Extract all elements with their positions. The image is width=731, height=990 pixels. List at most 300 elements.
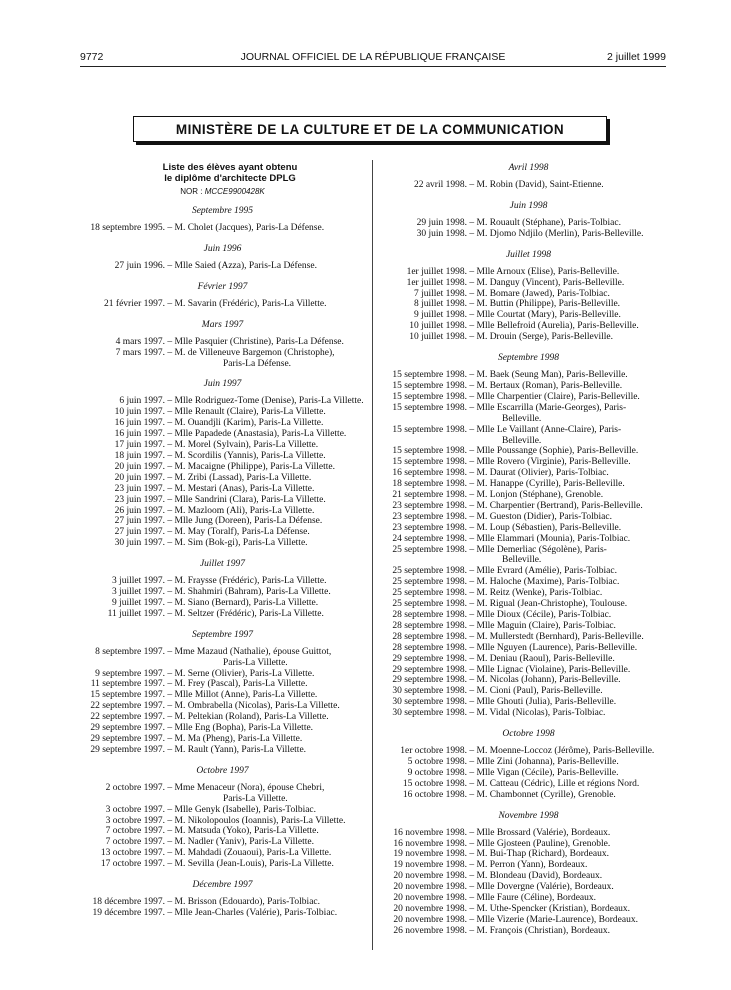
header-rule	[80, 66, 666, 67]
entry-date: 28 septembre 1998.	[392, 610, 467, 620]
entry-date: 27 juin 1997.	[114, 527, 165, 538]
month-section	[80, 320, 365, 370]
month-heading: Juin 1996	[203, 243, 242, 254]
graduate-entry	[80, 723, 365, 734]
month-heading: Novembre 1998	[498, 810, 559, 821]
entry-text: – Mlle Arnoux (Elise), Paris-Belleville.	[469, 266, 620, 277]
entry-date: 25 septembre 1998.	[392, 566, 467, 577]
graduate-entry	[381, 523, 676, 534]
graduate-entry	[381, 299, 676, 310]
entry-text: – Mme Mazaud (Nathalie), épouse Guittot,	[167, 646, 332, 657]
entry-text: – Mlle Brossard (Valérie), Bordeaux.	[469, 827, 611, 838]
entry-date: 27 juin 1996.	[114, 260, 165, 271]
entry-text: – Mme Menaceur (Nora), épouse Chebri,	[167, 782, 325, 793]
entry-date: 23 juin 1997.	[114, 494, 165, 505]
graduate-entry	[80, 805, 365, 816]
graduate-entry	[381, 915, 676, 926]
entry-text: – M. Zribi (Lassad), Paris-La Villette.	[167, 472, 312, 483]
graduate-entry	[381, 768, 676, 779]
entry-date: 25 septembre 1998.	[392, 588, 467, 599]
entry-date: 29 septembre 1998.	[392, 675, 467, 686]
graduate-entry	[381, 545, 676, 567]
entry-text: – M. Hanappe (Cyrille), Paris-Belleville.	[469, 479, 625, 490]
graduate-entry	[80, 897, 365, 908]
entry-date: 15 septembre 1998.	[392, 370, 467, 381]
entry-date: 3 juillet 1997.	[111, 576, 165, 587]
entry-date: 9 septembre 1997.	[95, 668, 165, 679]
entry-date: 15 octobre 1998.	[402, 778, 467, 789]
graduate-entry	[80, 527, 365, 538]
entry-date: 30 septembre 1998.	[392, 697, 467, 708]
entry-text: – M. Buttin (Philippe), Paris-Belleville.	[469, 299, 621, 310]
entry-text: – Mlle Vigan (Cécile), Paris-Belleville.	[469, 767, 619, 778]
month-section	[80, 880, 365, 919]
graduate-entry	[381, 697, 676, 708]
entry-text: – M. Nicolas (Johann), Paris-Belleville.	[469, 675, 621, 686]
entry-date: 28 septembre 1998.	[392, 642, 467, 653]
entry-date: 22 septembre 1997.	[90, 701, 165, 712]
entry-text: – M. May (Toralf), Paris-La Défense.	[167, 527, 310, 538]
entry-date: 18 décembre 1997.	[92, 897, 165, 908]
entry-text: – Mlle Bellefroid (Aurelia), Paris-Belleville.	[469, 321, 639, 332]
graduate-entry	[381, 321, 676, 332]
entry-date: 29 septembre 1997.	[90, 723, 165, 734]
graduate-entry	[80, 576, 365, 587]
graduate-entry	[381, 882, 676, 893]
graduate-entry	[381, 267, 676, 278]
graduate-entry	[80, 647, 365, 669]
right-column	[381, 163, 676, 947]
graduate-entry	[80, 440, 365, 451]
right-section-list	[381, 163, 676, 937]
graduate-entry	[381, 566, 676, 577]
entry-date: 22 septembre 1997.	[90, 712, 165, 723]
graduate-entry	[381, 229, 676, 240]
left-column	[80, 163, 365, 929]
graduate-entry	[381, 893, 676, 904]
entry-date: 15 septembre 1998.	[392, 391, 467, 402]
entry-text: – Mlle Papadede (Anastasia), Paris-La Villette.	[167, 429, 347, 440]
entry-date: 28 septembre 1998.	[392, 631, 467, 642]
entry-text: – M. Lonjon (Stéphane), Grenoble.	[469, 490, 604, 501]
graduate-entry	[381, 425, 676, 447]
entry-text: – Mlle Eng (Bopha), Paris-La Villette.	[167, 723, 314, 734]
entry-text: – Mlle Vizerie (Marie-Laurence), Bordeaux.	[469, 914, 638, 925]
entry-text: – M. Rault (Yann), Paris-La Villette.	[167, 744, 307, 755]
entry-text: – Mlle Escarrilla (Marie-Georges), Paris-	[469, 402, 627, 413]
ministry-title: MINISTÈRE DE LA CULTURE ET DE LA COMMUNICATION	[175, 121, 565, 137]
column-divider	[372, 160, 373, 950]
month-section	[80, 379, 365, 549]
entry-text: – M. Blondeau (David), Bordeaux.	[469, 871, 603, 882]
graduate-entry	[80, 407, 365, 418]
entry-date: 15 septembre 1998.	[392, 424, 467, 435]
entry-text: – M. Deniau (Raoul), Paris-Belleville.	[469, 653, 615, 664]
graduate-entry	[80, 223, 365, 234]
entry-date: 10 juillet 1998.	[409, 321, 467, 332]
entry-text: – M. Savarin (Frédéric), Paris-La Villette.	[167, 298, 327, 309]
entry-date: 8 juillet 1998.	[413, 299, 467, 310]
graduate-entry	[80, 679, 365, 690]
entry-date: 19 décembre 1997.	[92, 907, 165, 918]
entry-date: 3 octobre 1997.	[105, 815, 165, 826]
month-heading: Avril 1998	[508, 163, 549, 173]
graduate-entry	[381, 479, 676, 490]
entry-date: 29 septembre 1998.	[392, 653, 467, 664]
document-title-line-1: Liste des élèves ayant obtenu	[162, 162, 298, 173]
entry-text: – M. Robin (David), Saint-Etienne.	[469, 180, 604, 190]
entry-date: 18 juin 1997.	[114, 450, 165, 461]
page-number: 9772	[80, 51, 104, 63]
graduate-entry	[381, 278, 676, 289]
month-section	[80, 630, 365, 756]
entry-date: 10 juin 1997.	[114, 407, 165, 418]
graduate-entry	[381, 621, 676, 632]
graduate-entry	[381, 332, 676, 343]
entry-text: – M. Brisson (Edouardo), Paris-Tolbiac.	[167, 897, 321, 908]
entry-text: – M. Peltekian (Roland), Paris-La Villette.	[167, 712, 329, 723]
entry-date: 30 juin 1998.	[416, 228, 467, 239]
entry-date: 20 juin 1997.	[114, 472, 165, 483]
entry-date: 24 septembre 1998.	[392, 533, 467, 544]
entry-text: – M. Djomo Ndjilo (Merlin), Paris-Belleville.	[469, 228, 644, 239]
graduate-entry	[80, 908, 365, 919]
month-section	[381, 201, 676, 240]
graduate-entry	[80, 598, 365, 609]
graduate-entry	[381, 403, 676, 425]
entry-text: – M. Chambonnet (Cyrille), Grenoble.	[469, 789, 616, 800]
month-section	[80, 766, 365, 870]
entry-date: 16 juin 1997.	[114, 429, 165, 440]
document-title-line-2: le diplôme d'architecte DPLG	[164, 172, 296, 184]
entry-text: – Mlle Zini (Johanna), Paris-Belleville.	[469, 756, 619, 767]
entry-date: 20 novembre 1998.	[393, 903, 467, 914]
graduate-entry	[80, 429, 365, 440]
entry-text: – Mlle Demerliac (Ségolène), Paris-	[469, 544, 607, 555]
month-section	[80, 282, 365, 310]
entry-date: 1er juillet 1998.	[406, 266, 467, 277]
entry-date: 29 septembre 1998.	[392, 664, 467, 675]
entry-date: 30 juin 1997.	[114, 538, 165, 549]
graduate-entry	[80, 701, 365, 712]
entry-text: – Mlle Faure (Céline), Bordeaux.	[469, 893, 597, 904]
month-section	[381, 250, 676, 343]
graduate-entry	[80, 859, 365, 870]
entry-text: – Mlle Maguin (Claire), Paris-Tolbiac.	[469, 620, 616, 631]
month-section	[381, 811, 676, 937]
entry-text: – M. Scordilis (Yannis), Paris-La Villette.	[167, 450, 326, 461]
entry-date: 7 octobre 1997.	[105, 826, 165, 837]
month-heading: Février 1997	[197, 281, 248, 292]
graduate-entry	[381, 501, 676, 512]
graduate-entry	[381, 370, 676, 381]
entry-text: – M. Loup (Sébastien), Paris-Belleville.	[469, 522, 622, 533]
entry-text: – M. de Villeneuve Bargemon (Christophe),	[167, 347, 335, 358]
entry-date: 23 septembre 1998.	[392, 500, 467, 511]
entry-date: 28 septembre 1998.	[392, 620, 467, 631]
entry-date: 7 juillet 1998.	[413, 288, 467, 299]
graduate-entry	[381, 643, 676, 654]
entry-date: 17 juin 1997.	[114, 440, 165, 451]
entry-date: 23 septembre 1998.	[392, 522, 467, 533]
graduate-entry	[381, 610, 676, 621]
entry-text: – M. Reitz (Wenke), Paris-Tolbiac.	[469, 588, 603, 599]
entry-text: – M. Ouandjli (Karim), Paris-La Villette.	[167, 418, 324, 429]
graduate-entry	[381, 746, 676, 757]
ministry-heading	[133, 116, 607, 142]
graduate-entry	[381, 708, 676, 719]
entry-date: 9 juillet 1998.	[413, 310, 467, 321]
entry-text: – M. Morel (Sylvain), Paris-La Villette.	[167, 440, 319, 451]
left-section-list	[80, 206, 365, 919]
entry-text: – Mlle Saied (Azza), Paris-La Défense.	[167, 260, 317, 271]
entry-text: – Mlle Courtat (Mary), Paris-Belleville.	[469, 310, 621, 321]
entry-date: 8 septembre 1997.	[95, 646, 165, 657]
entry-date: 20 novembre 1998.	[393, 893, 467, 904]
graduate-entry	[80, 669, 365, 680]
entry-date: 23 septembre 1998.	[392, 511, 467, 522]
graduate-entry	[80, 848, 365, 859]
entry-text: – M. Cholet (Jacques), Paris-La Défense.	[167, 223, 325, 233]
graduate-entry	[80, 712, 365, 723]
entry-continuation: Belleville.	[502, 555, 542, 566]
entry-date: 11 septembre 1997.	[90, 679, 165, 690]
month-heading: Décembre 1997	[192, 880, 253, 891]
graduate-entry	[381, 654, 676, 665]
entry-date: 15 septembre 1998.	[392, 457, 467, 468]
graduate-entry	[80, 462, 365, 473]
graduate-entry	[381, 632, 676, 643]
entry-text: – M. Frey (Pascal), Paris-La Villette.	[167, 679, 308, 690]
graduate-entry	[80, 837, 365, 848]
graduate-entry	[381, 790, 676, 801]
month-heading: Septembre 1998	[497, 353, 560, 364]
entry-date: 19 novembre 1998.	[393, 860, 467, 871]
entry-date: 22 avril 1998.	[413, 180, 467, 190]
month-section	[381, 163, 676, 191]
entry-text: – M. Bui-Thap (Richard), Bordeaux.	[469, 849, 609, 860]
entry-text: – M. Macaigne (Philippe), Paris-La Villette.	[167, 461, 335, 472]
graduate-entry	[381, 599, 676, 610]
graduate-entry	[381, 849, 676, 860]
entry-date: 16 juin 1997.	[114, 418, 165, 429]
entry-continuation: Paris-La Villette.	[223, 793, 288, 804]
document-title	[135, 163, 325, 184]
entry-continuation: Paris-La Défense.	[223, 358, 292, 369]
entry-date: 16 novembre 1998.	[393, 827, 467, 838]
graduate-entry	[80, 516, 365, 527]
graduate-entry	[80, 690, 365, 701]
page-header	[80, 48, 666, 66]
graduate-entry	[80, 587, 365, 598]
graduate-entry	[381, 839, 676, 850]
graduate-entry	[381, 577, 676, 588]
entry-date: 10 juillet 1998.	[409, 332, 467, 343]
entry-date: 17 octobre 1997.	[100, 859, 165, 870]
graduate-entry	[381, 828, 676, 839]
entry-text: – M. Bomare (Jawed), Paris-Tolbiac.	[469, 288, 610, 299]
entry-text: – M. Sevilla (Jean-Louis), Paris-La Villette.	[167, 859, 334, 870]
entry-text: – M. Rigual (Jean-Christophe), Toulouse.	[469, 599, 628, 610]
entry-date: 13 octobre 1997.	[100, 848, 165, 859]
graduate-entry	[381, 218, 676, 229]
entry-continuation: Belleville.	[502, 413, 542, 424]
graduate-entry	[80, 473, 365, 484]
graduate-entry	[381, 926, 676, 937]
nor-label: NOR :	[180, 187, 203, 196]
entry-text: – Mlle Dovergne (Valérie), Bordeaux.	[469, 882, 614, 893]
entry-date: 11 juillet 1997.	[107, 608, 165, 619]
entry-text: – M. Mahdadi (Zouaoui), Paris-La Villette.	[167, 848, 332, 859]
graduate-entry	[80, 506, 365, 517]
graduate-entry	[80, 826, 365, 837]
entry-date: 16 octobre 1998.	[402, 789, 467, 800]
entry-text: – Mlle Elammari (Mounia), Paris-Tolbiac.	[469, 533, 631, 544]
graduate-entry	[381, 180, 676, 191]
entry-date: 6 juin 1997.	[119, 396, 165, 407]
entry-text: – M. Drouin (Serge), Paris-Belleville.	[469, 332, 613, 343]
entry-date: 18 septembre 1998.	[392, 479, 467, 490]
entry-date: 20 novembre 1998.	[393, 914, 467, 925]
graduate-entry	[80, 495, 365, 506]
entry-text: – Mlle Rodriguez-Tome (Denise), Paris-La Villette.	[167, 396, 364, 407]
graduate-entry	[381, 757, 676, 768]
month-section	[80, 559, 365, 620]
graduate-entry	[80, 745, 365, 756]
entry-text: – M. Uthe-Spencker (Kristian), Bordeaux.	[469, 903, 631, 914]
graduate-entry	[381, 686, 676, 697]
entry-date: 9 juillet 1997.	[111, 597, 165, 608]
entry-text: – M. Mazloom (Ali), Paris-La Villette.	[167, 505, 315, 516]
graduate-entry	[381, 860, 676, 871]
entry-text: – Mlle Gjosteen (Pauline), Grenoble.	[469, 838, 611, 849]
entry-date: 18 septembre 1995.	[90, 223, 165, 233]
entry-date: 1er octobre 1998.	[400, 746, 467, 757]
entry-date: 20 juin 1997.	[114, 461, 165, 472]
month-heading: Octobre 1997	[196, 765, 249, 776]
entry-date: 4 mars 1997.	[115, 336, 165, 347]
month-heading: Juin 1997	[203, 379, 242, 390]
entry-text: – Mlle Charpentier (Claire), Paris-Belleville.	[469, 391, 640, 402]
graduate-entry	[80, 418, 365, 429]
entry-text: – Mlle Jean-Charles (Valérie), Paris-Tolbiac.	[167, 907, 338, 918]
entry-text: – Mlle Pasquier (Christine), Paris-La Défense.	[167, 336, 344, 347]
entry-text: – M. Daurat (Olivier), Paris-Tolbiac.	[469, 468, 609, 479]
graduate-entry	[381, 904, 676, 915]
entry-date: 21 février 1997.	[104, 298, 165, 309]
entry-text: – M. Shahmiri (Bahram), Paris-La Villette.	[167, 587, 331, 598]
entry-text: – M. Gueston (Didier), Paris-Tolbiac.	[469, 511, 612, 522]
entry-date: 15 septembre 1998.	[392, 380, 467, 391]
month-section	[381, 353, 676, 719]
entry-date: 26 juin 1997.	[114, 505, 165, 516]
graduate-entry	[381, 457, 676, 468]
graduate-entry	[80, 734, 365, 745]
graduate-entry	[80, 816, 365, 827]
entry-date: 20 novembre 1998.	[393, 871, 467, 882]
entry-date: 26 novembre 1998.	[393, 925, 467, 936]
entry-text: – M. Matsuda (Yoko), Paris-La Villette.	[167, 826, 319, 837]
month-heading: Juillet 1997	[199, 559, 246, 570]
entry-text: – M. François (Christian), Bordeaux.	[469, 925, 611, 936]
nor-code: MCCE9900428K	[204, 187, 265, 196]
graduate-entry	[381, 289, 676, 300]
entry-text: – M. Seltzer (Frédéric), Paris-La Villette.	[167, 608, 324, 619]
entry-text: – M. Cioni (Paul), Paris-Belleville.	[469, 686, 603, 697]
issue-date: 2 juillet 1999	[607, 51, 666, 63]
entry-text: – M. Ma (Pheng), Paris-La Villette.	[167, 734, 303, 744]
month-heading: Septembre 1995	[191, 206, 254, 216]
entry-date: 29 septembre 1997.	[90, 734, 165, 744]
entry-text: – Mlle Sandrini (Clara), Paris-La Villette.	[167, 494, 326, 505]
graduate-entry	[381, 490, 676, 501]
graduate-entry	[80, 337, 365, 348]
entry-date: 15 septembre 1998.	[392, 446, 467, 457]
month-heading: Mars 1997	[201, 319, 244, 330]
entry-text: – M. Charpentier (Bertrand), Paris-Belleville.	[469, 500, 643, 511]
entry-continuation: Paris-La Villette.	[223, 657, 288, 668]
graduate-entry	[381, 310, 676, 321]
month-heading: Juillet 1998	[505, 249, 552, 260]
entry-date: 30 septembre 1998.	[392, 686, 467, 697]
entry-text: – M. Nadler (Yaniv), Paris-La Villette.	[167, 837, 314, 848]
month-heading: Octobre 1998	[502, 729, 555, 740]
entry-text: – M. Moenne-Loccoz (Jérôme), Paris-Belleville.	[469, 746, 655, 757]
entry-date: 20 novembre 1998.	[393, 882, 467, 893]
entry-date: 27 juin 1997.	[114, 516, 165, 527]
entry-text: – Mlle Jung (Doreen), Paris-La Défense.	[167, 516, 323, 527]
entry-text: – M. Haloche (Maxime), Paris-Tolbiac.	[469, 577, 620, 588]
entry-date: 29 juin 1998.	[416, 217, 467, 228]
graduate-entry	[381, 871, 676, 882]
entry-text: – M. Fraysse (Frédéric), Paris-La Villette.	[167, 576, 327, 587]
entry-text: – Mlle Millot (Anne), Paris-La Villette.	[167, 690, 318, 701]
graduate-entry	[80, 484, 365, 495]
entry-text: – M. Ombrabella (Nicolas), Paris-La Villette.	[167, 701, 340, 712]
graduate-entry	[381, 675, 676, 686]
entry-text: – M. Danguy (Vincent), Paris-Belleville.	[469, 277, 625, 288]
month-heading: Juin 1998	[509, 200, 548, 211]
graduate-entry	[381, 392, 676, 403]
entry-date: 7 octobre 1997.	[105, 837, 165, 848]
entry-date: 3 juillet 1997.	[111, 587, 165, 598]
graduate-entry	[381, 512, 676, 523]
entry-date: 15 septembre 1997.	[90, 690, 165, 701]
graduate-entry	[80, 299, 365, 310]
journal-title: JOURNAL OFFICIEL DE LA RÉPUBLIQUE FRANÇAISE	[240, 51, 506, 63]
entry-text: – Mlle Evrard (Amélie), Paris-Tolbiac.	[469, 566, 617, 577]
graduate-entry	[80, 261, 365, 272]
month-heading: Septembre 1997	[191, 629, 254, 640]
entry-text: – M. Perron (Yann), Bordeaux.	[469, 860, 588, 871]
entry-continuation: Belleville.	[502, 435, 542, 446]
entry-text: – Mlle Lignac (Violaine), Paris-Belleville.	[469, 664, 631, 675]
graduate-entry	[80, 609, 365, 620]
graduate-entry	[381, 779, 676, 790]
entry-date: 23 juin 1997.	[114, 483, 165, 494]
graduate-entry	[381, 665, 676, 676]
entry-text: – M. Nikolopoulos (Ioannis), Paris-La Villette.	[167, 815, 346, 826]
entry-date: 25 septembre 1998.	[392, 577, 467, 588]
graduate-entry	[381, 588, 676, 599]
entry-date: 30 septembre 1998.	[392, 708, 467, 719]
entry-date: 1er juillet 1998.	[406, 277, 467, 288]
graduate-entry	[80, 451, 365, 462]
entry-date: 15 septembre 1998.	[392, 402, 467, 413]
entry-date: 21 septembre 1998.	[392, 490, 467, 501]
month-section	[80, 206, 365, 234]
entry-text: – M. Serne (Olivier), Paris-La Villette.	[167, 668, 315, 679]
